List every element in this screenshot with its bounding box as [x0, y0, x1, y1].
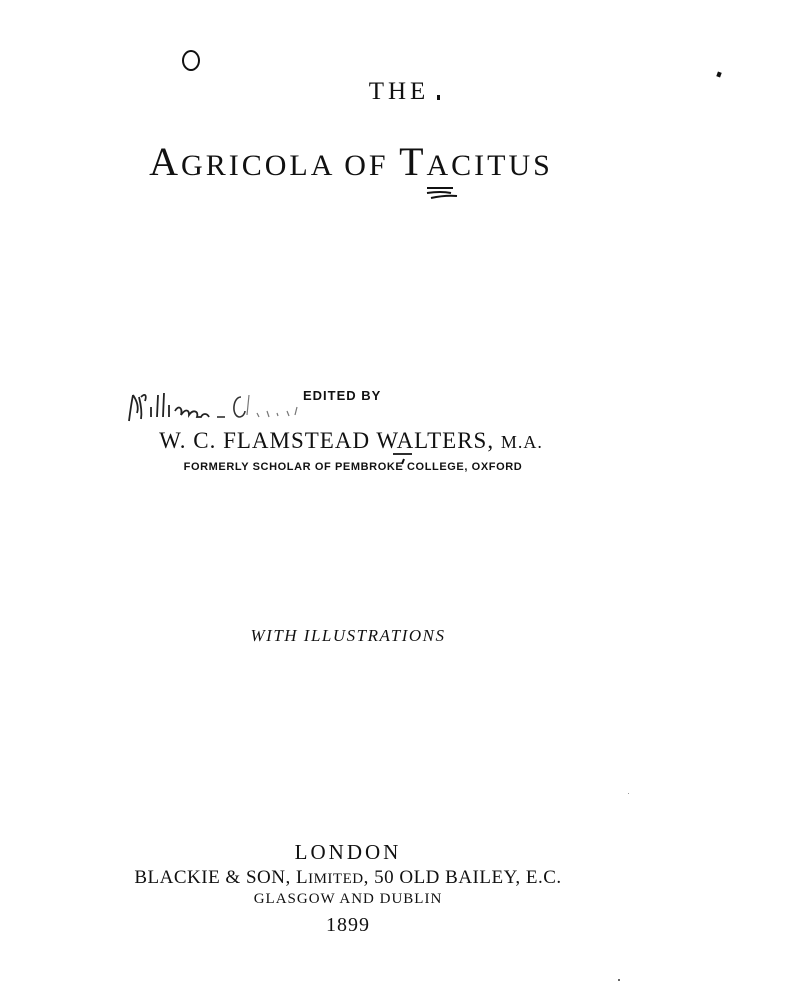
publication-year: 1899 [326, 914, 370, 936]
ink-speck [716, 71, 721, 77]
publication-city: LONDON [294, 840, 402, 864]
edited-by-label: EDITED BY [303, 388, 382, 403]
ink-speck [618, 979, 620, 981]
book-title [0, 138, 752, 185]
ink-speck [628, 793, 629, 794]
publisher-address: , 50 OLD BAILEY, E.C. [363, 867, 562, 888]
editor-full-name: W. C. FLAMSTEAD WALTERS, [159, 428, 495, 453]
editor-name [0, 428, 752, 454]
editor-degree: M.A. [500, 432, 543, 452]
title-part-agricola: GRICOLA OF [181, 149, 400, 182]
title-article: THE [368, 78, 430, 105]
illustrations-note: WITH ILLUSTRATIONS [250, 626, 446, 645]
publisher-branches: GLASGOW AND DUBLIN [253, 891, 443, 907]
publisher-limited-smallcaps: IMITED [308, 871, 364, 887]
circle-pencil-mark [182, 50, 200, 71]
title-initial-t: T [399, 139, 427, 184]
editor-affiliation: FORMERLY SCHOLAR OF PEMBROKE COLLEGE, OXFORD [183, 461, 523, 473]
handwritten-underline-mark [425, 186, 458, 200]
publisher-imprint [0, 867, 749, 889]
title-initial-a: A [149, 139, 182, 184]
title-part-tacitus: ACITUS [426, 149, 553, 182]
publisher-name-part: BLACKIE & SON, L [134, 867, 309, 888]
